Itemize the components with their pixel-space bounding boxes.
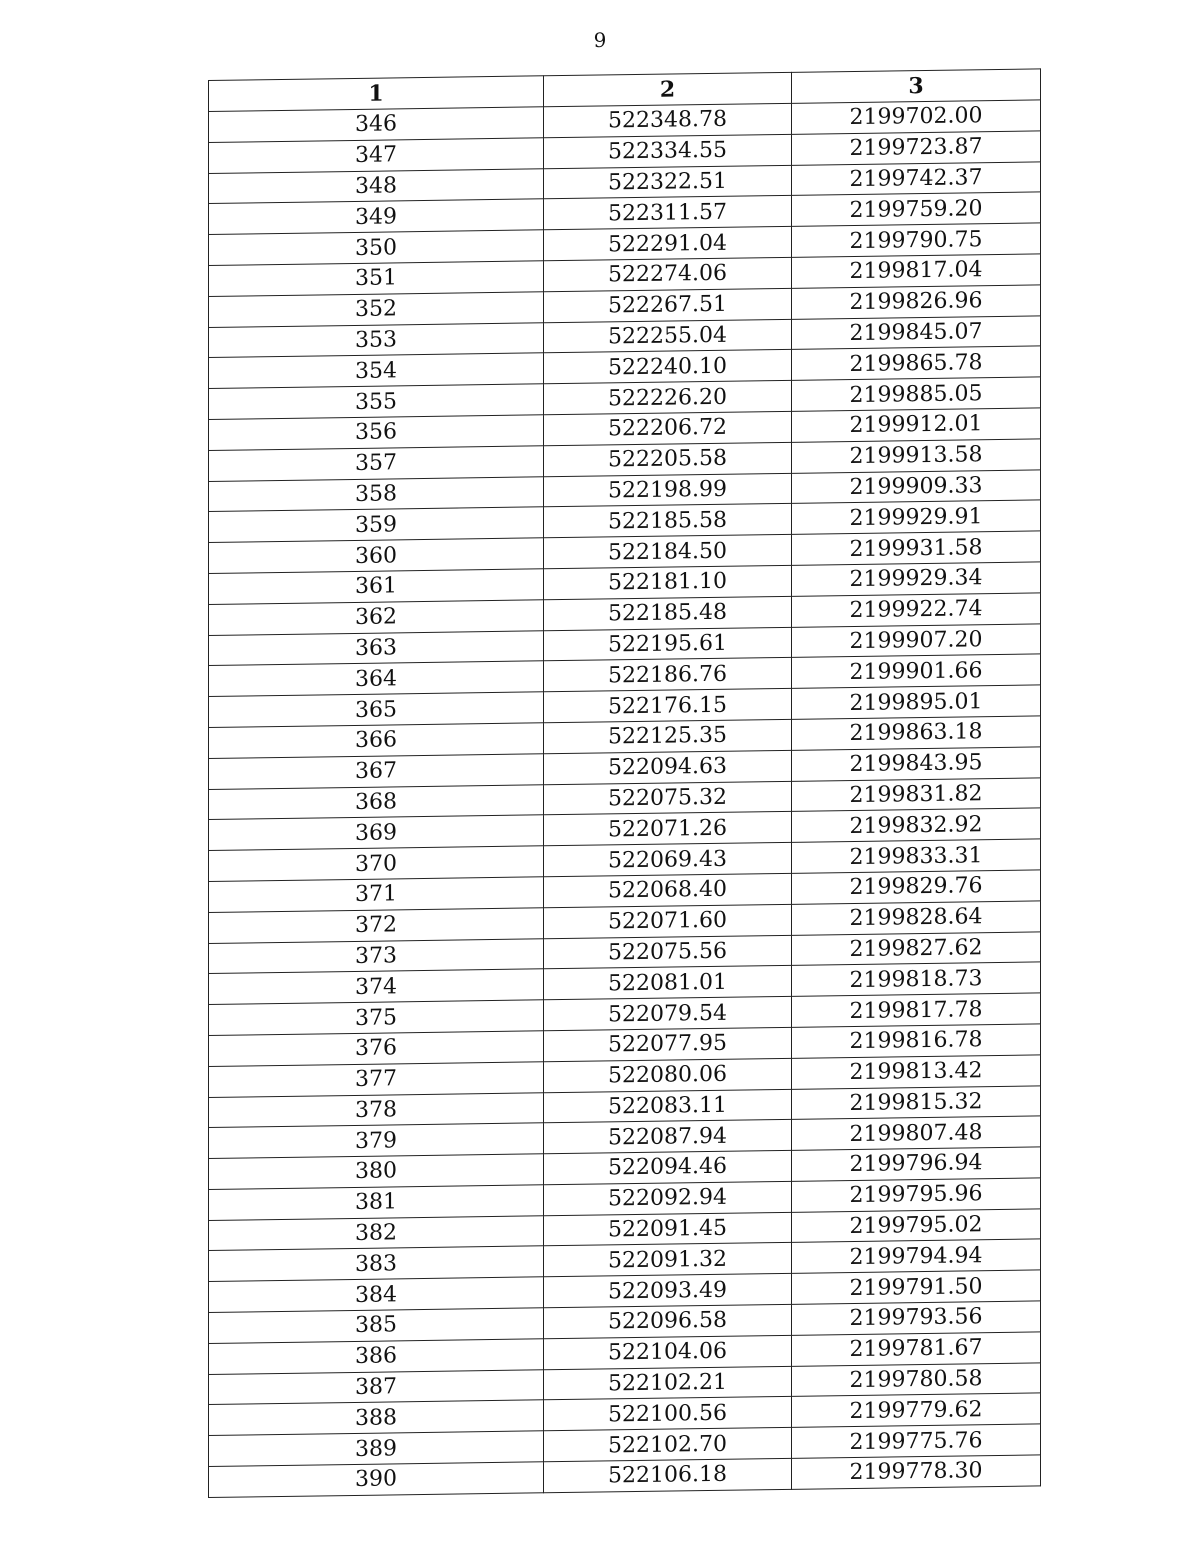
y-coordinate-cell: 2199796.94 — [792, 1147, 1041, 1181]
point-number-cell: 390 — [209, 1462, 544, 1497]
x-coordinate-cell: 522100.56 — [544, 1397, 792, 1431]
point-number-cell: 359 — [209, 507, 544, 542]
y-coordinate-cell: 2199929.91 — [792, 500, 1041, 534]
point-number-cell: 346 — [209, 107, 544, 142]
x-coordinate-cell: 522068.40 — [544, 873, 792, 907]
x-coordinate-cell: 522198.99 — [544, 473, 792, 507]
x-coordinate-cell: 522185.58 — [544, 504, 792, 538]
y-coordinate-cell: 2199818.73 — [792, 962, 1041, 996]
point-number-cell: 383 — [209, 1246, 544, 1281]
point-number-cell: 360 — [209, 538, 544, 573]
point-number-cell: 381 — [209, 1185, 544, 1220]
y-coordinate-cell: 2199913.58 — [792, 439, 1041, 473]
y-coordinate-cell: 2199807.48 — [792, 1116, 1041, 1150]
x-coordinate-cell: 522291.04 — [544, 227, 792, 261]
y-coordinate-cell: 2199781.67 — [792, 1332, 1041, 1366]
x-coordinate-cell: 522106.18 — [544, 1458, 792, 1492]
point-number-cell: 364 — [209, 661, 544, 696]
x-coordinate-cell: 522125.35 — [544, 719, 792, 753]
y-coordinate-cell: 2199895.01 — [792, 685, 1041, 719]
y-coordinate-cell: 2199901.66 — [792, 654, 1041, 688]
y-coordinate-cell: 2199795.02 — [792, 1209, 1041, 1243]
x-coordinate-cell: 522348.78 — [544, 103, 792, 137]
point-number-cell: 367 — [209, 754, 544, 789]
y-coordinate-cell: 2199922.74 — [792, 593, 1041, 627]
y-coordinate-cell: 2199929.34 — [792, 562, 1041, 596]
x-coordinate-cell: 522094.63 — [544, 750, 792, 784]
x-coordinate-cell: 522071.26 — [544, 812, 792, 846]
point-number-cell: 370 — [209, 846, 544, 881]
y-coordinate-cell: 2199779.62 — [792, 1393, 1041, 1427]
point-number-cell: 374 — [209, 969, 544, 1004]
point-number-cell: 365 — [209, 692, 544, 727]
x-coordinate-cell: 522080.06 — [544, 1058, 792, 1092]
y-coordinate-cell: 2199775.76 — [792, 1424, 1041, 1458]
x-coordinate-cell: 522091.32 — [544, 1243, 792, 1277]
x-coordinate-cell: 522195.61 — [544, 627, 792, 661]
y-coordinate-cell: 2199794.94 — [792, 1239, 1041, 1273]
point-number-cell: 361 — [209, 569, 544, 604]
x-coordinate-cell: 522311.57 — [544, 196, 792, 230]
point-number-cell: 386 — [209, 1339, 544, 1374]
point-number-cell: 355 — [209, 384, 544, 419]
point-number-cell: 380 — [209, 1154, 544, 1189]
point-number-cell: 375 — [209, 1000, 544, 1035]
y-coordinate-cell: 2199931.58 — [792, 531, 1041, 565]
x-coordinate-cell: 522205.58 — [544, 442, 792, 476]
x-coordinate-cell: 522096.58 — [544, 1304, 792, 1338]
x-coordinate-cell: 522091.45 — [544, 1212, 792, 1246]
point-number-cell: 378 — [209, 1092, 544, 1127]
y-coordinate-cell: 2199702.00 — [792, 100, 1041, 134]
y-coordinate-cell: 2199826.96 — [792, 285, 1041, 319]
point-number-cell: 385 — [209, 1308, 544, 1343]
x-coordinate-cell: 522102.70 — [544, 1428, 792, 1462]
x-coordinate-cell: 522184.50 — [544, 535, 792, 569]
y-coordinate-cell: 2199817.78 — [792, 993, 1041, 1027]
y-coordinate-cell: 2199815.32 — [792, 1085, 1041, 1119]
y-coordinate-cell: 2199863.18 — [792, 716, 1041, 750]
point-number-cell: 358 — [209, 476, 544, 511]
y-coordinate-cell: 2199865.78 — [792, 346, 1041, 380]
x-coordinate-cell: 522226.20 — [544, 381, 792, 415]
x-coordinate-cell: 522071.60 — [544, 904, 792, 938]
y-coordinate-cell: 2199742.37 — [792, 161, 1041, 195]
x-coordinate-cell: 522181.10 — [544, 565, 792, 599]
point-number-cell: 384 — [209, 1277, 544, 1312]
x-coordinate-cell: 522069.43 — [544, 842, 792, 876]
y-coordinate-cell: 2199791.50 — [792, 1270, 1041, 1304]
x-coordinate-cell: 522267.51 — [544, 288, 792, 322]
y-coordinate-cell: 2199793.56 — [792, 1301, 1041, 1335]
point-number-cell: 366 — [209, 723, 544, 758]
point-number-cell: 389 — [209, 1431, 544, 1466]
point-number-cell: 356 — [209, 415, 544, 450]
point-number-cell: 388 — [209, 1400, 544, 1435]
point-number-cell: 382 — [209, 1216, 544, 1251]
x-coordinate-cell: 522176.15 — [544, 688, 792, 722]
y-coordinate-cell: 2199833.31 — [792, 839, 1041, 873]
x-coordinate-cell: 522093.49 — [544, 1274, 792, 1308]
point-number-cell: 369 — [209, 815, 544, 850]
x-coordinate-cell: 522081.01 — [544, 966, 792, 1000]
point-number-cell: 347 — [209, 138, 544, 173]
point-number-cell: 349 — [209, 199, 544, 234]
x-coordinate-cell: 522104.06 — [544, 1335, 792, 1369]
y-coordinate-cell: 2199795.96 — [792, 1178, 1041, 1212]
x-coordinate-cell: 522079.54 — [544, 996, 792, 1030]
y-coordinate-cell: 2199831.82 — [792, 777, 1041, 811]
x-coordinate-cell: 522083.11 — [544, 1089, 792, 1123]
point-number-cell: 368 — [209, 784, 544, 819]
y-coordinate-cell: 2199885.05 — [792, 377, 1041, 411]
column-header-3: 3 — [792, 69, 1041, 103]
column-header-1: 1 — [209, 76, 544, 112]
coordinates-table-container — [208, 68, 1040, 1497]
x-coordinate-cell: 522334.55 — [544, 134, 792, 168]
point-number-cell: 354 — [209, 353, 544, 388]
x-coordinate-cell: 522102.21 — [544, 1366, 792, 1400]
x-coordinate-cell: 522274.06 — [544, 257, 792, 291]
point-number-cell: 352 — [209, 292, 544, 327]
y-coordinate-cell: 2199828.64 — [792, 901, 1041, 935]
point-number-cell: 376 — [209, 1031, 544, 1066]
y-coordinate-cell: 2199817.04 — [792, 254, 1041, 288]
x-coordinate-cell: 522092.94 — [544, 1181, 792, 1215]
x-coordinate-cell: 522206.72 — [544, 411, 792, 445]
y-coordinate-cell: 2199780.58 — [792, 1363, 1041, 1397]
y-coordinate-cell: 2199816.78 — [792, 1024, 1041, 1058]
point-number-cell: 351 — [209, 261, 544, 296]
point-number-cell: 387 — [209, 1369, 544, 1404]
point-number-cell: 377 — [209, 1062, 544, 1097]
point-number-cell: 357 — [209, 446, 544, 481]
x-coordinate-cell: 522077.95 — [544, 1027, 792, 1061]
y-coordinate-cell: 2199790.75 — [792, 223, 1041, 257]
page-number: 9 — [593, 28, 607, 52]
point-number-cell: 362 — [209, 600, 544, 635]
y-coordinate-cell: 2199827.62 — [792, 931, 1041, 965]
x-coordinate-cell: 522186.76 — [544, 658, 792, 692]
y-coordinate-cell: 2199909.33 — [792, 469, 1041, 503]
point-number-cell: 373 — [209, 938, 544, 973]
x-coordinate-cell: 522075.56 — [544, 935, 792, 969]
x-coordinate-cell: 522094.46 — [544, 1150, 792, 1184]
column-header-2: 2 — [544, 72, 792, 106]
x-coordinate-cell: 522322.51 — [544, 165, 792, 199]
point-number-cell: 372 — [209, 908, 544, 943]
table-body — [209, 100, 1041, 1497]
y-coordinate-cell: 2199907.20 — [792, 623, 1041, 657]
point-number-cell: 350 — [209, 230, 544, 265]
y-coordinate-cell: 2199845.07 — [792, 315, 1041, 349]
y-coordinate-cell: 2199829.76 — [792, 870, 1041, 904]
x-coordinate-cell: 522185.48 — [544, 596, 792, 630]
y-coordinate-cell: 2199778.30 — [792, 1455, 1041, 1489]
y-coordinate-cell: 2199912.01 — [792, 408, 1041, 442]
point-number-cell: 348 — [209, 168, 544, 203]
point-number-cell: 371 — [209, 877, 544, 912]
x-coordinate-cell: 522087.94 — [544, 1120, 792, 1154]
coordinates-table — [208, 68, 1041, 1497]
y-coordinate-cell: 2199759.20 — [792, 192, 1041, 226]
x-coordinate-cell: 522240.10 — [544, 350, 792, 384]
point-number-cell: 363 — [209, 630, 544, 665]
point-number-cell: 353 — [209, 322, 544, 357]
y-coordinate-cell: 2199813.42 — [792, 1055, 1041, 1089]
point-number-cell: 379 — [209, 1123, 544, 1158]
x-coordinate-cell: 522255.04 — [544, 319, 792, 353]
y-coordinate-cell: 2199843.95 — [792, 747, 1041, 781]
y-coordinate-cell: 2199723.87 — [792, 131, 1041, 165]
y-coordinate-cell: 2199832.92 — [792, 808, 1041, 842]
x-coordinate-cell: 522075.32 — [544, 781, 792, 815]
